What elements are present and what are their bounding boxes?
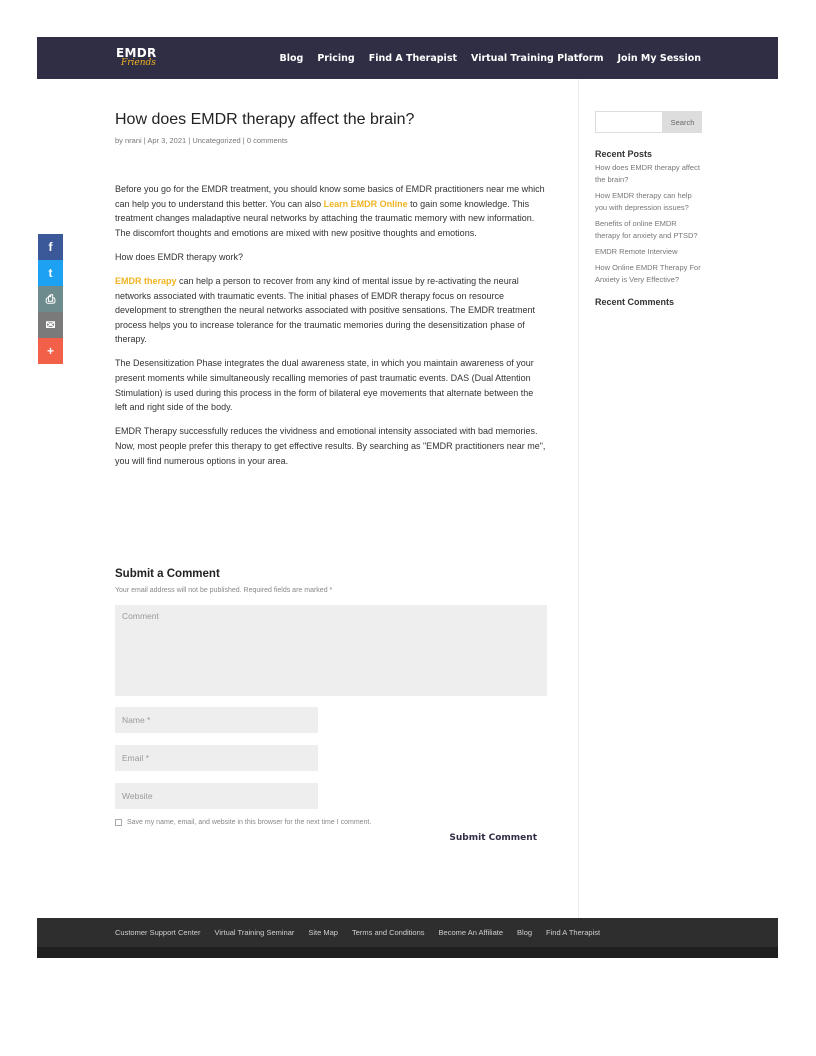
sidebar-divider [578, 79, 579, 918]
learn-emdr-online-link[interactable]: Learn EMDR Online [323, 198, 408, 209]
recent-post-link[interactable]: How does EMDR therapy affect the brain? [595, 163, 700, 184]
paragraph-3-text: can help a person to recover from any kind of mental issue by re-activating the neural networks associated with traumatic events. The initial phases of EMDR therapy focus on resource development to strengthen the neural networks associated with positive sensations. The EMDR treatment process helps you to increase tolerance for the traumatic memories during the desensitization phase of therapy. [115, 275, 536, 345]
nav-virtual-training[interactable]: Virtual Training Platform [471, 52, 604, 64]
logo-wordmark: EMDR [116, 46, 157, 60]
footer-link-blog[interactable]: Blog [517, 928, 533, 937]
more-share-icon[interactable]: + [38, 338, 63, 364]
footer-link-affiliate[interactable]: Become An Affiliate [438, 928, 504, 937]
save-info-checkbox[interactable] [115, 819, 122, 826]
sidebar [595, 111, 702, 308]
meta-author-link[interactable]: nrani [125, 136, 142, 145]
recent-post-link[interactable]: How Online EMDR Therapy For Anxiety is Very Effective? [595, 263, 701, 284]
website-field[interactable]: Website [115, 783, 318, 809]
paragraph-1 [115, 182, 547, 240]
meta-by: by [115, 136, 123, 145]
recent-post-link[interactable]: How EMDR therapy can help you with depression issues? [595, 191, 692, 212]
meta-comments-link[interactable]: 0 comments [246, 136, 288, 145]
footer-link-sitemap[interactable]: Site Map [308, 928, 338, 937]
paragraph-1-text-b: to gain some knowledge. This treatment changes maladaptive neural networks by attaching the traumatic memory with new information. The discomfort thoughts and emotions are mixed with new positive thoughts and emotions. [115, 198, 535, 238]
email-share-icon[interactable]: ✉ [38, 312, 63, 338]
recent-posts-list [595, 162, 702, 286]
twitter-share-icon[interactable]: t [38, 260, 63, 286]
logo-script: Friends [121, 58, 156, 68]
paragraph-5: EMDR Therapy successfully reduces the vividness and emotional intensity associated with bad memories. Now, most people prefer this therapy to get effective results. By searching as "EMDR practitioners near me", you will find numerous options in your area. [115, 426, 546, 466]
post-content [115, 110, 547, 478]
comment-form-note: Your email address will not be published. Required fields are marked * [115, 587, 333, 594]
comment-textarea[interactable]: Comment [115, 605, 547, 696]
search-input[interactable] [595, 111, 663, 133]
footer-nav [115, 918, 600, 947]
sidebar-search [595, 111, 702, 133]
search-button[interactable]: Search [663, 111, 702, 133]
paragraph-1-text-a: Before you go for the EMDR treatment, you should know some basics of EMDR practitioners near me which can help you to understand this better. You can also [115, 184, 545, 209]
emdr-therapy-link[interactable]: EMDR therapy [115, 275, 177, 286]
site-logo[interactable] [116, 46, 160, 70]
nav-blog[interactable]: Blog [279, 52, 304, 64]
footer-link-find-therapist[interactable]: Find A Therapist [546, 928, 601, 937]
post-title: How does EMDR therapy affect the brain? [115, 111, 415, 128]
footer-bottom-bar [37, 947, 778, 958]
paragraph-3 [115, 274, 547, 347]
save-info-row [115, 819, 547, 826]
recent-comments-heading: Recent Comments [595, 297, 675, 307]
recent-post-link[interactable]: EMDR Remote Interview [595, 247, 678, 256]
name-field[interactable]: Name * [115, 707, 318, 733]
email-field[interactable]: Email * [115, 745, 318, 771]
print-icon[interactable]: ⎙ [38, 286, 63, 312]
facebook-share-icon[interactable]: f [38, 234, 63, 260]
nav-join-session[interactable]: Join My Session [617, 52, 701, 64]
meta-date: Apr 3, 2021 [147, 136, 187, 145]
recent-posts-heading: Recent Posts [595, 149, 653, 159]
post-meta: by nrani | Apr 3, 2021 | Uncategorized | 0 comments [115, 136, 288, 145]
footer-link-training[interactable]: Virtual Training Seminar [214, 928, 295, 937]
main-nav [280, 37, 701, 79]
footer-link-support[interactable]: Customer Support Center [115, 928, 201, 937]
submit-comment-button[interactable]: Submit Comment [449, 833, 537, 843]
post-body [115, 182, 547, 468]
paragraph-4: The Desensitization Phase integrates the dual awareness state, in which you maintain awareness of your present moments while simultaneously recalling memories of past traumatic events. DAS (Dual Attention Stimulation) is used during this process in the form of bilateral eye movements that alternate between the left and right side of the body. [115, 358, 534, 413]
paragraph-2: How does EMDR therapy work? [115, 251, 244, 262]
recent-post-link[interactable]: Benefits of online EMDR therapy for anxiety and PTSD? [595, 219, 698, 240]
nav-pricing[interactable]: Pricing [317, 52, 355, 64]
social-share-bar [38, 234, 63, 364]
footer-link-terms[interactable]: Terms and Conditions [351, 928, 425, 937]
site-header [37, 37, 778, 79]
site-footer [37, 918, 778, 947]
nav-find-therapist[interactable]: Find A Therapist [368, 52, 458, 64]
comment-form [115, 567, 547, 843]
comment-form-title: Submit a Comment [115, 568, 220, 580]
save-info-label: Save my name, email, and website in this browser for the next time I comment. [127, 819, 372, 826]
meta-category-link[interactable]: Uncategorized [192, 136, 241, 145]
